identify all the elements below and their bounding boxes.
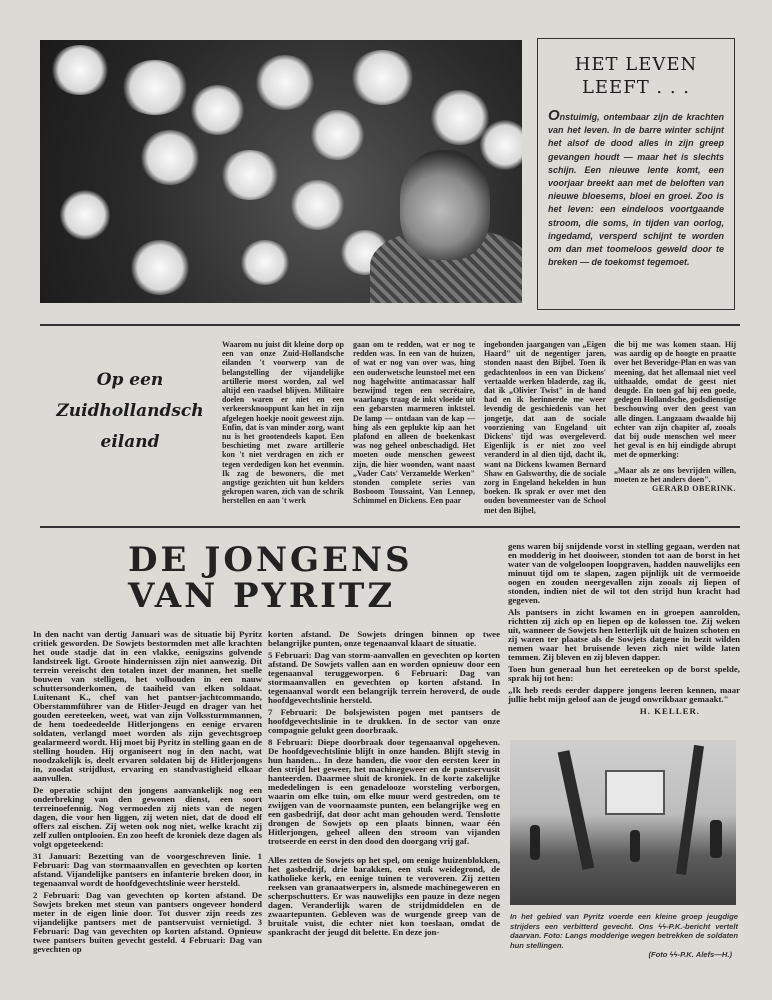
paragraph: 7 Februari: De bolsjewisten pogen met pantsers de hoofdgevechtslinie in te drukken. In de sector van onze compagnie gelukt geen doorbraak. [268, 707, 500, 735]
paragraph: 5 Februari: Dag van storm-aanvallen en gevechten op korten afstand. De Sowjets vallen aan en worden opnieuw door een tegenaanval teruggeworpen. 6 Februari: Dag van stormaanvallen en gevechten op korten afstand. In tegenaanval wordt een belangrijk terrein heroverd, de oude hoofdgevechtslinie hersteld. [268, 650, 500, 705]
author: GERARD OBERINK. [652, 484, 736, 494]
paragraph: In den nacht van dertig Januari was de situatie bij Pyritz critiek geworden. De Sowjets bestormden met alle krachten het oude stadje dat in een vlakke, eenigszins golvende landstreek ligt. Groote hindernissen zijn niet aanwezig. Dit terrein vereischt den totalen inzet der mannen, het snelle bouwen van stelligen, het volhouden in een nauw schuttersonderkomen, de taaiheid van elken soldaat. Luitenant K., chef van het pantser-jachtcommando, Oberstammführer van de Hitler-Jeugd en drager van het gouden eereteeken, weet, wat van zijn Volkssturmmannen, de hem toedeedeelde Hitlerjongens en eenige ervaren soldaten, verlangd moet worden als zijn gevechtsgroep gealarmeerd wordt. Hij moet bij Pyritz in stelling gaan en de stelling houden. Hij organiseert nog in den nacht, wat noodzakelijk is, deelt ervaren soldaten bij de Hitlerjongens in, zoodat strijdlust, ervaring en standvastigheid elkaar aanvullen. [33, 629, 262, 783]
paragraph: 8 Februari: Diepe doorbraak door tegenaanval opgeheven. De hoofdgevechtslinie blijft in onze handen. Blijft stevig in hun handen... In deze handen, die voor den eersten keer in den strijd het geweer, het machinegeweer en de pantservusit hanteerden. Daarmee sluit de kroniek. In de korte zakelijke mededelingen is een genadelooze worsteling verborgen, waarin om elke tuin, om elke muur werd gestreden, om te zwijgen van de voornaamste punten, een belangrijke weg en een gasbedrijf, dat door acht man gehouden werd. Tenslotte drongen de Sowjets op een plaats binnen, waar één Hitlerjongen, geheel alleen den stroom van vijanden trotseerde en eerst in den dood den doorgang vrij gaf. [268, 737, 500, 846]
article1-heading [40, 365, 220, 458]
article2-column-3 [508, 542, 740, 719]
caption-text: In het gebied van Pyritz voerde een kleine groep jeugdige strijders een verbitterd gevecht. Ons ϟϟ-P.K.-bericht vertelt daarvan. Foto: Langs modderige wegen betrekken de soldaten hun stellingen. [510, 912, 738, 950]
paragraph: Als pantsers in zicht kwamen en in groepen aanrolden, richtten zij zich op en liepen op de kolossen toe. Zij weken uit, wanneer de Sowjets hen letterlijk uit de huizen schoten en zij waren ter plaatse als de Sowjets datgene in bezit wilden nemen waar het bruisende leven zich niet wilde laten temmen. Zij bleven en zij bleven dapper. [508, 607, 740, 662]
box-body: nstuimig, ontembaar zijn de krachten van het leven. In de barre winter schijnt het alsof de dood alles in zijn greep gevangen houdt — maar het is slechts schijn. Een nieuwe lente komt, een voorjaar breekt aan met de beloften van nieuwe bloesems, bloei en groei. Zoo is het leven: een eindeloos voortgaande stroom, die soms, in tijden van oorlog, ingedamd, versperd schijnt te worden om dan met toomeloos geweld door te breken — de toekomst tegemoet. [548, 112, 724, 268]
photo-caption [510, 912, 738, 960]
quote: „Maar als ze ons bevrijden willen, moeten ze het anders doen". [614, 465, 736, 484]
article1-column [353, 340, 475, 506]
box-title-line2: LEEFT . . . [581, 77, 691, 98]
paragraph: Toen hun generaal hun het eereteeken op de borst spelde, sprak hij tot hen: [508, 664, 740, 683]
paragraph: De operatie schijnt den jongens aanvankelijk nog een onderbreking van den gewonen dienst, een soort terreinoefennig. Nog vermoeden zij niets van de negen dagen, die voor hen liggen, zij weten niet, dat de dood elf offers zal eischen. Zij weten ook nog niet, welke kracht zij zelf zullen ontplooien. En zoo heeft de kroniek deze dagen als volgt opgeteekend: [33, 785, 262, 849]
paragraph: gens waren bij snijdende vorst in stelling gegaan, werden nat en modderig in het dooiweer, stonden tot aan de borst in het water van de volgeloopen loopgraven, hadden nauwelijks een minuut tijd om te slapen, zagen pijnlijk uit de vermoeide oogen en zouden neergevallen zijn zooals zij liepen of stonden, indien niet de wil tot den strijd hun kracht had gegeven. [508, 541, 740, 605]
article1-column [484, 340, 606, 515]
paragraph: Alles zetten de Sowjets op het spel, om eenige huizenblokken, het gasbedrijf, drie barakken, een stuk weidegrond, de katholieke kerk, en eenige tuinen te veroveren. Zij zetten reeksen van granaatwerpers in, alsmede machinegeweren en scherpschutters. Er was nauwelijks een pauze in deze negen dagen. Veranderlijk waren de strijdmiddelen en de zwaartepunten. Gebleven was de wurgende greep van de bruitale vuist, die echter niet kon toeslaan, omdat de spankracht der jeugd dit belette. En deze jon- [268, 855, 500, 937]
article1-column [614, 340, 736, 493]
paragraph: korten afstand. De Sowjets dringen binnen op twee belangrijke punten, onze tegenaanval klaart de situatie. [268, 629, 500, 648]
heading-line: Zuidhollandsch [56, 401, 204, 421]
het-leven-leeft-box [537, 38, 735, 310]
paragraph: Waarom nu juist dit kleine dorp op een van onze Zuid-Hollandsche eilanden 't voorwerp van de belangstelling der vijandelijke artillerie moest worden, zal wel altijd een raadsel blijven. Militaire doelen waren er niet en een verkeersknooppunt kan het in zijn afgelegen hoekje nooit geweest zijn. Enfin, dat is van minder zorg, want nu is het grootendeels kapot. Een beschieting met zware artillerie kon 't niet verdragen en zich er tegen verdedigen kon het evenmin. Ik zag de bewoners, die met angstige gezichten uit hun kelders gekropen waren, zich van de schrik herstellen en aan 't werk [222, 340, 344, 506]
article2-title [128, 542, 498, 614]
paragraph: „Ik heb reeds eerder dappere jongens leeren kennen, maar jullie hebt mijn geloof aan de jeugd onwrikbaar gemaakt." [508, 685, 740, 704]
article2-column-1 [33, 630, 262, 957]
soldiers-photo [510, 740, 736, 905]
divider [40, 324, 740, 326]
title-line: DE JONGENS [128, 540, 413, 580]
divider [40, 526, 740, 528]
heading-line: eiland [100, 432, 160, 452]
paragraph: 2 Februari: Dag van gevechten op korten afstand. De Sowjets breken met steun van pantsers ongeveer honderd meter in de eigen linie door. Tot dusver zijn reeds zes vijandelijke pantsers met de pantservuist vernietigd. 3 Februari: Dag van gevechten op korten afstand. Opnieuw twee pantsers buiten gevecht gesteld. 4 Februari: Dag van gevechten op [33, 890, 262, 954]
paragraph: 31 Januari: Bezetting van de voorgeschreven linie. 1 Februari: Dag van stormaanvallen en gevechten op korten afstand. Vijandelijke pantsers en infanterie breken door, in tegenaanval wordt de hoofdgevechtslinie weer hersteld. [33, 851, 262, 888]
photo-credit: (Foto ϟϟ-P.K. Alefs—H.) [648, 950, 732, 959]
box-initial: O [548, 107, 560, 124]
author: H. KELLER. [639, 706, 700, 716]
box-title-line1: HET LEVEN [574, 54, 698, 75]
paragraph: gaan om te redden, wat er nog te redden was. In een van de huizen, of wat er nog van over was, hing een ouderwetsche leunstoel met een nog hagelwitte antimacassar half bezwijmd tegen een secrétaire, waarlangs traag de inkt vloeide uit een gebarsten marmeren inktstel. De lamp — ontdaan van de kap — hing als een geplukte kip aan het plafond en alleen de boekenkast was nog geheel onbeschadigd. Het moeten oude menschen geweest zijn, die hier woonden, want naast „Vader Cats' Verzamelde Werken" stonden complete series van Bosboom Toussaint, Van Lennep, Schimmel en Dickens. Een paar [353, 340, 475, 506]
article2-column-2 [268, 630, 500, 940]
magnolia-photo [40, 40, 522, 303]
title-line: VAN PYRITZ [128, 576, 396, 616]
article1-column [222, 340, 344, 506]
heading-line: Op een [96, 370, 164, 390]
paragraph: die bij me was komen staan. Hij was aardig op de hoogte en praatte over het Beveridge-Plan en was van meening, dat het allemaal niet veel uithaalde, omdat de geest niet deugde. En toen gaf hij een goede, gedegen Hollandsche, godsdienstige beschouwing over den geest van alle dingen. Langzaam dwaalde hij echter van zijn chapiter af, zooals dat bij oude menschen wel meer het geval is en hij eindigde abrupt met de opmerking: [614, 340, 736, 460]
box-text [548, 109, 724, 269]
woman-head [400, 150, 490, 260]
box-title [548, 53, 724, 99]
paragraph: ingebonden jaargangen van „Eigen Haard" uit de negentiger jaren, stonden naast den Bijbel. Toen ik gedachtenloos in een van Dickens' vertaalde werken bladerde, zag ik, dat ik „Olivier Twist" in de hand had en ik herinnerde me weer levendig de geschiedenis van het jongetje, dat aan de sociale voorziening van Engeland uit Dickens' tijd was overgeleverd. Eigenlijk is er niet zoo veel veranderd in al dien tijd, dacht ik, want na Dickens kwamen Bernard Shaw en Galsworthy, die de sociale zorg in Engeland hekelden in hun boeken. Ik sprak er over met den ouden bovenmeester van de School met den Bijbel, [484, 340, 606, 515]
